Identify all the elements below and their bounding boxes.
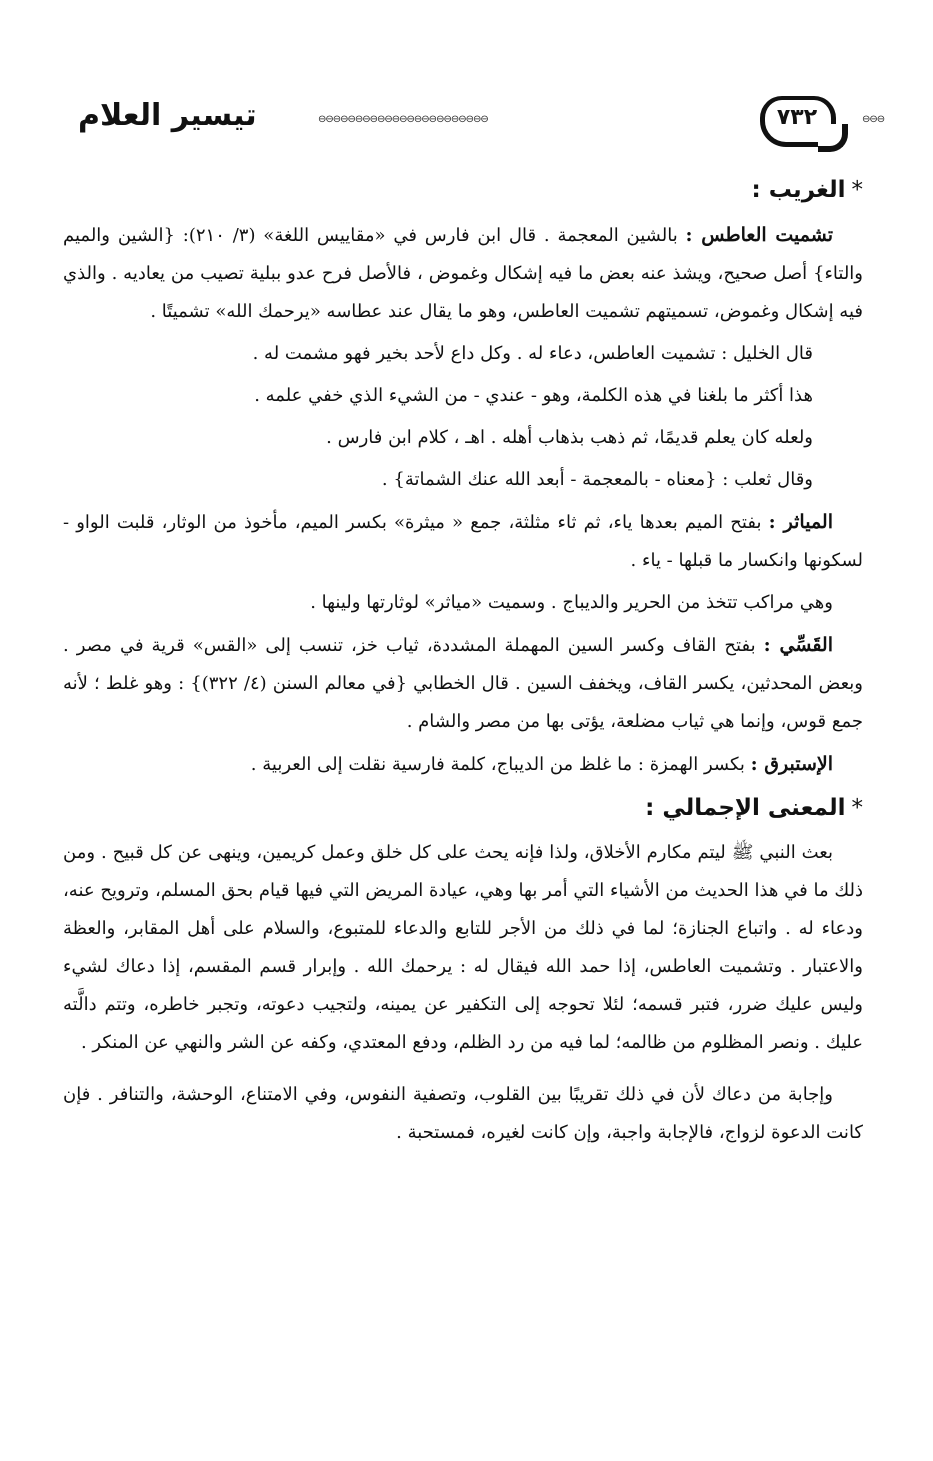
page-number-badge [756,90,846,154]
paragraph-gap [63,1066,863,1076]
page-header [78,86,885,156]
section-heading-meaning [63,788,863,828]
paragraph-mayathir [63,503,863,580]
heading-title: الغريب : [751,177,846,203]
term-label: القَسِّي : [763,634,833,656]
heading-star: * [851,795,863,821]
paragraph-meaning-1: بعث النبي ﷺ ليتم مكارم الأخلاق، ولذا فإنه يحث على كل خلق وعمل كريمين، وينهى عن كل قبيح . ومن ذلك ما في هذا الحديث من الأشياء التي أمر بها وهي، عيادة المريض التي فيها قيام بحق المسلم، وترويح عنه، ودعاء له . واتباع الجنازة؛ لما في ذلك من الأجر للتابع والدعاء للمتبوع، والسلام على أهل المقابر، والعظة والاعتبار . وتشميت العاطس، إذا حمد الله فيقال له : يرحمك الله . وإبرار قسم المقسم، إذا دعاك لشيء وليس عليك ضرر، فتبر قسمه؛ لئلا تحوجه إلى التكفير عن يمينه، ولتجيب دعوته، وتجبر خاطره، وتتم دالَّته عليك . ونصر المظلوم من ظالمه؛ لما فيه من رد الظلم، ودفع المعتدي، وكفه عن الشر والنهي عن المنكر . [63,842,863,1053]
quote-line: هذا أكثر ما بلغنا في هذه الكلمة، وهو - عندي - من الشيء الذي خفي علمه . [254,385,813,406]
page-content [63,170,863,1156]
paragraph-text: بكسر الهمزة : ما غلظ من الديباج، كلمة فارسية نقلت إلى العربية . [250,754,751,775]
quote-line: ولعله كان يعلم قديمًا، ثم ذهب بذهاب أهله . اهـ ، كلام ابن فارس . [326,427,813,448]
paragraph-istabraq [63,745,863,784]
quote-line: وقال ثعلب : {معناه - بالمعجمة - أبعد الله عنك الشماتة} . [381,469,813,490]
paragraph-text: بفتح الميم بعدها ياء، ثم ثاء مثلثة، جمع « ميثرة» بكسر الميم، مأخوذ من الوثار، قلبت الواو - لسكونها وانكسار ما قبلها - ياء . [63,512,863,571]
paragraph-qassi [63,626,863,741]
term-label: الإستبرق : [750,753,833,775]
paragraph-mayathir-note: وهي مراكب تتخذ من الحرير والديباج . وسميت «مياثر» لوثارتها ولينها . [310,592,833,613]
header-ornament-short: ⊖⊖⊖ [862,114,885,125]
section-heading-gharib [63,170,863,210]
paragraph-text: بفتح القاف وكسر السين المهملة المشددة، ثياب خز، تنسب إلى «القس» قرية في مصر . وبعض المحدثين، يكسر القاف، ويخفف السين . قال الخطابي {في معالم السنن (٤/ ٣٢٢)} : وهو غلط ؛ لأنه جمع قوس، وإنما هي ثياب مضلعة، يؤتى بها من مصر والشام . [63,635,863,732]
paragraph-tashmit [63,216,863,331]
page-number: ٧٣٢ [776,105,818,130]
paragraph-text: بالشين المعجمة . قال ابن فارس في «مقاييس اللغة» (٣/ ٢١٠): {الشين والميم والتاء} أصل صحيح، ويشذ عنه بعض ما فيه إشكال وغموض ، فالأصل فرح عدو ببلية تصيب من يعاديه . والذي فيه إشكال وغموض، تسميتهم تشميت العاطس، وهو ما يقال عند عطاسه «يرحمك الله» تشميتًا . [63,225,863,322]
heading-star: * [851,177,863,203]
header-ornament-long: ⊖⊖⊖⊖⊖⊖⊖⊖⊖⊖⊖⊖⊖⊖⊖⊖⊖⊖⊖⊖⊖⊖⊖ [318,114,488,125]
quote-line: قال الخليل : تشميت العاطس، دعاء له . وكل داع لأحد بخير فهو مشمت له . [252,343,813,364]
book-title: تيسير العلام [78,98,257,133]
heading-title: المعنى الإجمالي : [645,795,846,821]
term-label: تشميت العاطس : [685,224,833,246]
paragraph-meaning-2: وإجابة من دعاك لأن في ذلك تقريبًا بين القلوب، وتصفية النفوس، وفي الامتناع، الوحشة، والتنافر . فإن كانت الدعوة لزواج، فالإجابة واجبة، وإن كانت لغيره، فمستحبة . [63,1084,863,1143]
term-label: المياثر : [768,511,833,533]
